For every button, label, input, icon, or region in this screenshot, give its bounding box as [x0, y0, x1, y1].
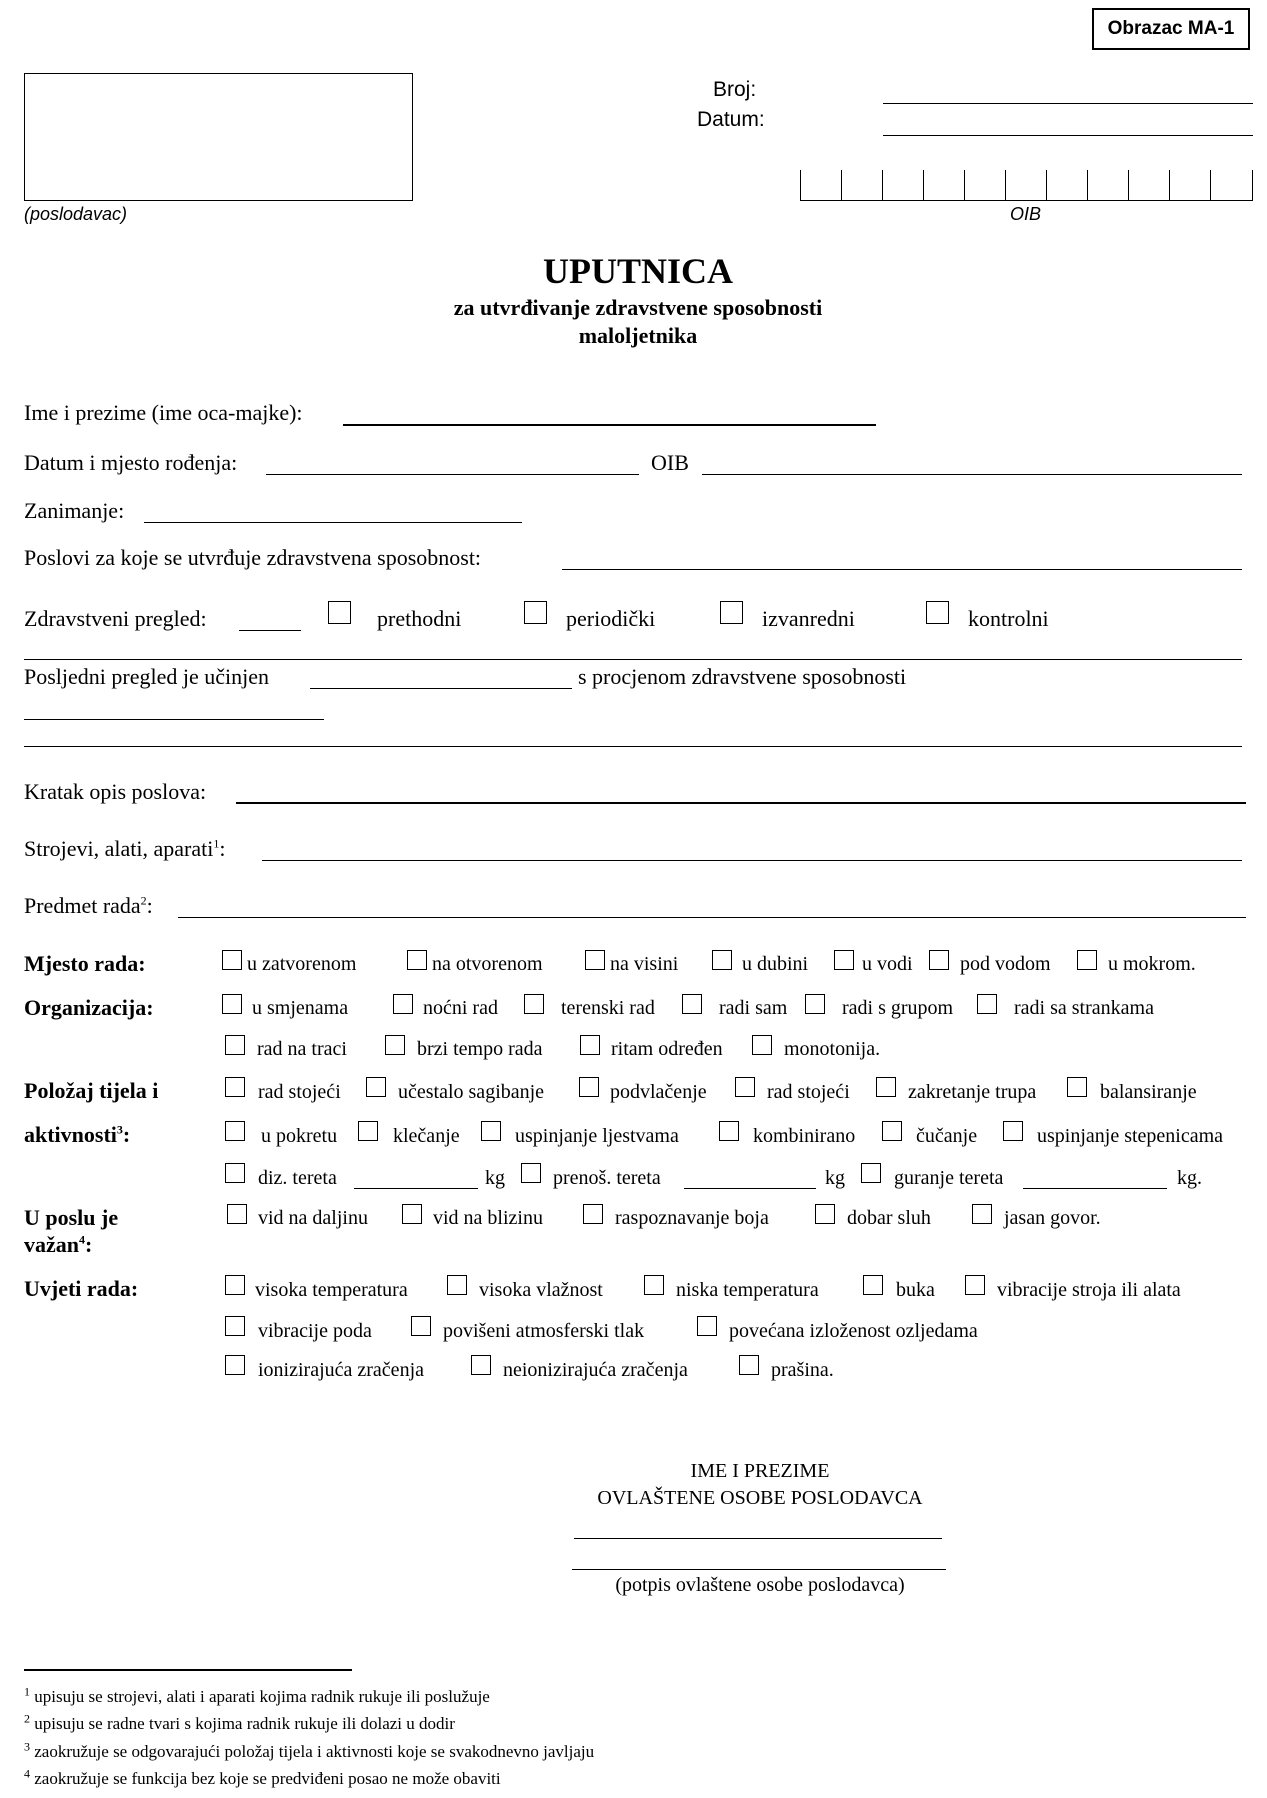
- checkbox-rad-stojeci-1[interactable]: [225, 1077, 245, 1097]
- checkbox-pod-vodom[interactable]: [929, 950, 949, 970]
- option-na-visini: na visini: [610, 953, 679, 975]
- last-exam-assessment-field[interactable]: [24, 719, 324, 720]
- footnote-ref-2: 2: [140, 893, 147, 908]
- subject-field[interactable]: [178, 917, 1246, 918]
- guranje-tereta-field[interactable]: [1023, 1188, 1167, 1189]
- exam-checkbox-izvanredni[interactable]: [720, 601, 743, 624]
- exam-label: Zdravstveni pregled:: [24, 606, 207, 631]
- checkbox-izlozenost-ozljedama[interactable]: [697, 1316, 717, 1336]
- form-code-box: [1092, 8, 1250, 50]
- option-ritam-odreden: ritam određen: [611, 1038, 723, 1060]
- checkbox-balansiranje[interactable]: [1067, 1077, 1087, 1097]
- checkbox-kombinirano[interactable]: [719, 1121, 739, 1141]
- oib-digit-boxes[interactable]: [800, 170, 1253, 201]
- option-uspinjanje-ljestvama: uspinjanje ljestvama: [515, 1125, 679, 1147]
- option-terenski-rad: terenski rad: [561, 997, 655, 1019]
- option-u-vodi: u vodi: [862, 953, 913, 975]
- exam-note-line[interactable]: [24, 659, 1242, 660]
- diz-tereta-field[interactable]: [354, 1188, 478, 1189]
- option-ionizirajuca: ionizirajuća zračenja: [258, 1359, 424, 1381]
- oib-digit-separator: [1128, 170, 1129, 200]
- option-visoka-temperatura: visoka temperatura: [255, 1279, 408, 1301]
- option-dobar-sluh: dobar sluh: [847, 1207, 931, 1229]
- footnote-2-text: upisuju se radne tvari s kojima radnik rukuje ili dolazi u dodir: [34, 1714, 455, 1733]
- footnote-1: [24, 1684, 490, 1707]
- checkbox-radi-sa-strankama[interactable]: [977, 994, 997, 1014]
- posture-label-1: Položaj tijela i: [24, 1078, 159, 1103]
- checkbox-prenos-tereta[interactable]: [521, 1163, 541, 1183]
- subject-text: Predmet rada: [24, 893, 141, 918]
- checkbox-diz-tereta[interactable]: [225, 1163, 245, 1183]
- workplace-label: Mjesto rada:: [24, 951, 146, 976]
- checkbox-nocni-rad[interactable]: [393, 994, 413, 1014]
- checkbox-vibracije-poda[interactable]: [225, 1316, 245, 1336]
- exam-option-prethodni: prethodni: [377, 606, 462, 631]
- signature-title-1: IME I PREZIME: [690, 1460, 830, 1482]
- last-exam-field[interactable]: [310, 688, 572, 689]
- checkbox-cucanje[interactable]: [882, 1121, 902, 1141]
- checkbox-visoka-temperatura[interactable]: [225, 1275, 245, 1295]
- option-radi-sa-strankama: radi sa strankama: [1014, 997, 1154, 1019]
- machines-label: Strojevi, alati, aparati$^1$:: [24, 836, 226, 861]
- checkbox-ucestalo-sagibanje[interactable]: [366, 1077, 386, 1097]
- birth-label: Datum i mjesto rođenja:: [24, 450, 238, 475]
- important-label-1: U poslu je: [24, 1205, 119, 1230]
- option-nocni-rad: noćni rad: [423, 997, 498, 1019]
- unit-kg-1: kg: [485, 1167, 505, 1189]
- option-poviseni-tlak: povišeni atmosferski tlak: [443, 1320, 645, 1342]
- option-radi-s-grupom: radi s grupom: [842, 997, 954, 1019]
- oib-digit-separator: [964, 170, 965, 200]
- option-neionizirajuca: neionizirajuća zračenja: [503, 1359, 688, 1381]
- oib-field[interactable]: [702, 474, 1242, 475]
- option-zakretanje-trupa: zakretanje trupa: [908, 1081, 1037, 1103]
- exam-blank[interactable]: [239, 630, 301, 631]
- signature-title-2: OVLAŠTENE OSOBE POSLODAVCA: [597, 1487, 923, 1509]
- checkbox-rad-na-traci[interactable]: [225, 1035, 245, 1055]
- checkbox-u-pokretu[interactable]: [225, 1121, 245, 1141]
- exam-option-kontrolni: kontrolni: [968, 606, 1049, 631]
- option-u-pokretu: u pokretu: [261, 1125, 338, 1147]
- footnote-1-number: 1: [24, 1684, 30, 1699]
- checkbox-radi-sam[interactable]: [682, 994, 702, 1014]
- checkbox-u-vodi[interactable]: [834, 950, 854, 970]
- signature-name-field[interactable]: [574, 1538, 942, 1539]
- oib-digit-separator: [1210, 170, 1211, 200]
- oib-digit-separator: [1005, 170, 1006, 200]
- occupation-label: Zanimanje:: [24, 498, 125, 523]
- oib-digit-separator: [800, 170, 801, 200]
- checkbox-visoka-vlaznost[interactable]: [447, 1275, 467, 1295]
- footnote-3-text: zaokružuje se odgovarajući položaj tijela i aktivnosti koje se svakodnevno javljaju: [34, 1742, 595, 1761]
- last-exam-assessment-label: s procjenom zdravstvene sposobnosti: [578, 664, 907, 689]
- checkbox-neionizirajuca[interactable]: [471, 1355, 491, 1375]
- checkbox-na-visini[interactable]: [585, 950, 605, 970]
- checkbox-ritam-odreden[interactable]: [580, 1035, 600, 1055]
- jobs-label: Poslovi za koje se utvrđuje zdravstvena sposobnost:: [24, 545, 482, 570]
- machines-text: Strojevi, alati, aparati: [24, 836, 214, 861]
- last-exam-extra-line[interactable]: [24, 746, 1242, 747]
- oib-field-label: OIB: [651, 450, 689, 475]
- prenos-tereta-field[interactable]: [684, 1188, 816, 1189]
- checkbox-ionizirajuca[interactable]: [225, 1355, 245, 1375]
- footnote-ref-4: 4: [79, 1232, 85, 1247]
- date-field[interactable]: [883, 135, 1253, 136]
- document-title: UPUTNICA: [542, 251, 733, 291]
- checkbox-u-mokrom[interactable]: [1077, 950, 1097, 970]
- checkbox-radi-s-grupom[interactable]: [805, 994, 825, 1014]
- option-vibracije-poda: vibracije poda: [258, 1320, 372, 1342]
- exam-checkbox-periodicki[interactable]: [524, 601, 547, 624]
- option-kombinirano: kombinirano: [753, 1125, 856, 1147]
- subject-label: Predmet rada$^2$:: [24, 893, 153, 918]
- checkbox-vid-na-blizinu[interactable]: [402, 1204, 422, 1224]
- checkbox-u-zatvorenom[interactable]: [222, 950, 242, 970]
- exam-checkbox-kontrolni[interactable]: [926, 601, 949, 624]
- option-raspoznavanje-boja: raspoznavanje boja: [615, 1207, 769, 1229]
- jobs-field[interactable]: [562, 569, 1242, 570]
- option-rad-na-traci: rad na traci: [257, 1038, 347, 1060]
- oib-digit-separator: [1087, 170, 1088, 200]
- checkbox-zakretanje-trupa[interactable]: [876, 1077, 896, 1097]
- job-description-label: Kratak opis poslova:: [24, 779, 207, 804]
- oib-digit-separator: [923, 170, 924, 200]
- option-cucanje: čučanje: [916, 1125, 978, 1147]
- option-jasan-govor: jasan govor.: [1004, 1207, 1101, 1229]
- option-vid-na-blizinu: vid na blizinu: [433, 1207, 543, 1229]
- option-prenos-tereta: prenoš. tereta: [553, 1167, 661, 1189]
- option-guranje-tereta: guranje tereta: [894, 1167, 1004, 1189]
- option-u-mokrom: u mokrom.: [1108, 953, 1196, 975]
- exam-checkbox-prethodni[interactable]: [328, 601, 351, 624]
- document-subtitle-2: maloljetnika: [578, 323, 698, 348]
- footnote-4-text: zaokružuje se funkcija bez koje se predviđeni posao ne može obaviti: [34, 1769, 501, 1788]
- document-subtitle-1: za utvrđivanje zdravstvene sposobnosti: [453, 295, 823, 320]
- footnote-3-number: 3: [24, 1739, 30, 1754]
- option-balansiranje: balansiranje: [1100, 1081, 1197, 1103]
- checkbox-uspinjanje-stepenicama[interactable]: [1003, 1121, 1023, 1141]
- important-label-2: važan$^4$:: [24, 1232, 93, 1257]
- signature-sign-field[interactable]: [572, 1569, 946, 1570]
- checkbox-buka[interactable]: [863, 1275, 883, 1295]
- machines-field[interactable]: [262, 860, 1242, 861]
- conditions-label: Uvjeti rada:: [24, 1276, 139, 1301]
- footnote-separator: [24, 1669, 352, 1671]
- option-u-dubini: u dubini: [742, 953, 809, 975]
- footnote-4: [24, 1766, 501, 1789]
- employer-label: (poslodavac): [24, 204, 128, 224]
- footnote-3: [24, 1739, 595, 1762]
- signature-caption: (potpis ovlaštene osobe poslodavca): [615, 1574, 905, 1596]
- checkbox-jasan-govor[interactable]: [972, 1204, 992, 1224]
- checkbox-dobar-sluh[interactable]: [815, 1204, 835, 1224]
- option-rad-stojeci-1: rad stojeći: [258, 1081, 341, 1103]
- checkbox-poviseni-tlak[interactable]: [411, 1316, 431, 1336]
- footnote-2-number: 2: [24, 1711, 30, 1726]
- employer-box[interactable]: [24, 73, 413, 201]
- option-niska-temperatura: niska temperatura: [676, 1279, 819, 1301]
- checkbox-brzi-tempo-rada[interactable]: [385, 1035, 405, 1055]
- posture-label-2: aktivnosti$^3$:: [24, 1122, 131, 1147]
- option-diz-tereta: diz. tereta: [258, 1167, 337, 1189]
- job-description-field[interactable]: [236, 802, 1246, 804]
- option-na-otvorenom: na otvorenom: [432, 953, 543, 975]
- checkbox-rad-stojeci-2[interactable]: [735, 1077, 755, 1097]
- oib-digit-separator: [1169, 170, 1170, 200]
- checkbox-monotonija[interactable]: [752, 1035, 772, 1055]
- number-field[interactable]: [883, 103, 1253, 104]
- option-uspinjanje-stepenicama: uspinjanje stepenicama: [1037, 1125, 1224, 1147]
- option-izlozenost-ozljedama: povećana izloženost ozljedama: [729, 1320, 978, 1342]
- checkbox-terenski-rad[interactable]: [524, 994, 544, 1014]
- name-label: Ime i prezime (ime oca-majke):: [24, 400, 303, 425]
- oib-digit-separator: [1046, 170, 1047, 200]
- footnote-1-text: upisuju se strojevi, alati i aparati kojima radnik rukuje ili poslužuje: [34, 1687, 490, 1706]
- option-u-smjenama: u smjenama: [252, 997, 349, 1019]
- checkbox-uspinjanje-ljestvama[interactable]: [481, 1121, 501, 1141]
- oib-digit-separator: [1252, 170, 1253, 200]
- unit-kg-3: kg.: [1177, 1167, 1202, 1189]
- option-vibracije-stroja: vibracije stroja ili alata: [997, 1279, 1181, 1301]
- checkbox-na-otvorenom[interactable]: [407, 950, 427, 970]
- unit-kg-2: kg: [825, 1167, 845, 1189]
- exam-option-izvanredni: izvanredni: [762, 606, 855, 631]
- option-prasina: prašina.: [771, 1359, 834, 1381]
- checkbox-vibracije-stroja[interactable]: [965, 1275, 985, 1295]
- posture-label-text: aktivnosti: [24, 1122, 117, 1147]
- option-pod-vodom: pod vodom: [960, 953, 1051, 975]
- checkbox-klecanje[interactable]: [358, 1121, 378, 1141]
- organization-label: Organizacija:: [24, 995, 154, 1020]
- checkbox-niska-temperatura[interactable]: [644, 1275, 664, 1295]
- oib-digit-separator: [882, 170, 883, 200]
- option-rad-stojeci-2: rad stojeći: [767, 1081, 850, 1103]
- option-visoka-vlaznost: visoka vlažnost: [479, 1279, 603, 1301]
- form-code: Obrazac MA-1: [1107, 18, 1235, 39]
- important-label-text: važan: [24, 1232, 79, 1257]
- name-field[interactable]: [343, 424, 876, 426]
- checkbox-u-smjenama[interactable]: [222, 994, 242, 1014]
- checkbox-prasina[interactable]: [739, 1355, 759, 1375]
- oib-digit-separator: [841, 170, 842, 200]
- checkbox-u-dubini[interactable]: [712, 950, 732, 970]
- option-u-zatvorenom: u zatvorenom: [247, 953, 357, 975]
- footnote-ref-3: 3: [116, 1122, 123, 1137]
- option-podvlacenje: podvlačenje: [610, 1081, 707, 1103]
- footnote-ref-1: 1: [213, 836, 220, 851]
- option-brzi-tempo-rada: brzi tempo rada: [417, 1038, 543, 1060]
- option-buka: buka: [896, 1279, 935, 1301]
- footnote-2: [24, 1711, 455, 1734]
- birth-field[interactable]: [266, 474, 639, 475]
- last-exam-label: Posljedni pregled je učinjen: [24, 664, 269, 689]
- number-label: Broj:: [713, 78, 757, 101]
- option-klecanje: klečanje: [393, 1125, 460, 1147]
- option-radi-sam: radi sam: [719, 997, 788, 1019]
- checkbox-guranje-tereta[interactable]: [861, 1163, 881, 1183]
- option-ucestalo-sagibanje: učestalo sagibanje: [398, 1081, 545, 1103]
- checkbox-podvlacenje[interactable]: [579, 1077, 599, 1097]
- option-monotonija: monotonija.: [784, 1038, 881, 1060]
- checkbox-vid-na-daljinu[interactable]: [227, 1204, 247, 1224]
- oib-label: OIB: [1010, 204, 1042, 224]
- footnote-4-number: 4: [24, 1766, 30, 1781]
- option-vid-na-daljinu: vid na daljinu: [258, 1207, 368, 1229]
- date-label: Datum:: [697, 108, 765, 131]
- exam-option-periodicki: periodički: [566, 606, 656, 631]
- checkbox-raspoznavanje-boja[interactable]: [583, 1204, 603, 1224]
- occupation-field[interactable]: [144, 522, 522, 523]
